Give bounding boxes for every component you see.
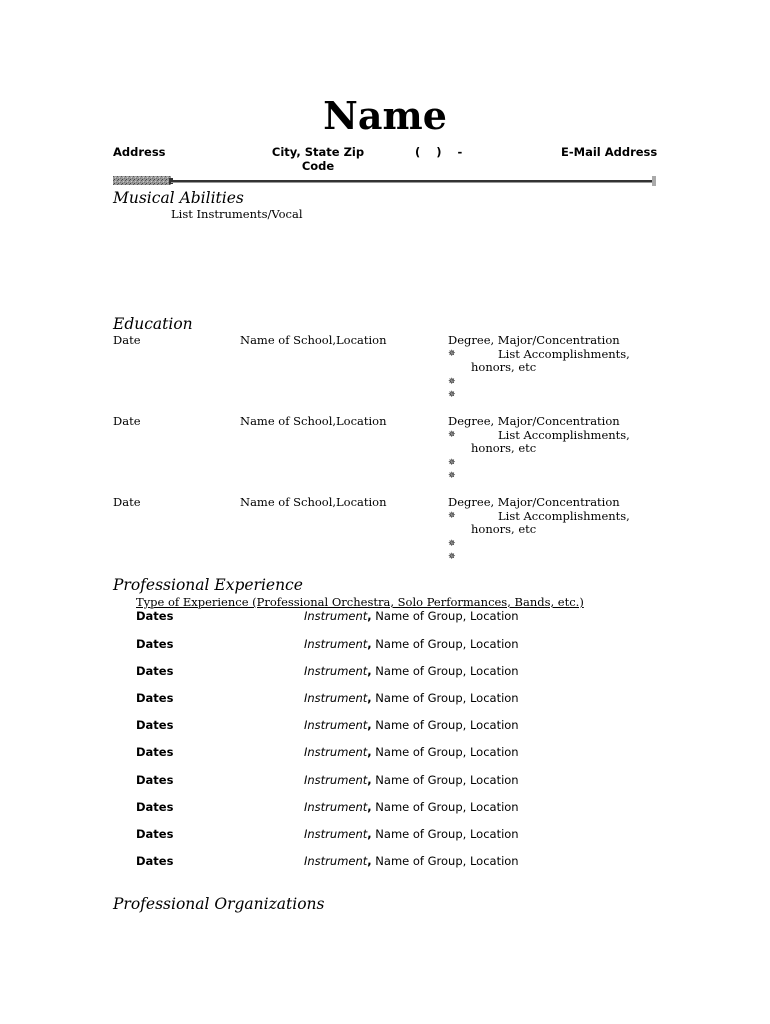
education-date: Date <box>113 333 141 347</box>
education-accomplishments-cont: honors, etc <box>471 441 537 455</box>
bullet-icon: ✵ <box>448 539 456 549</box>
experience-separator: , <box>367 745 372 759</box>
experience-dates: Dates <box>136 800 174 814</box>
education-accomplishments-cont: honors, etc <box>471 360 537 374</box>
experience-instrument: Instrument <box>304 718 368 732</box>
education-accomplishments: List Accomplishments, <box>498 509 630 523</box>
experience-detail: Name of Group, Location <box>371 854 519 868</box>
experience-description <box>304 854 519 868</box>
experience-separator: , <box>367 637 372 651</box>
experience-dates: Dates <box>136 854 174 868</box>
experience-detail: Name of Group, Location <box>371 664 519 678</box>
section-heading-professional-organizations: Professional Organizations <box>113 895 325 913</box>
bullet-icon: ✵ <box>448 349 456 359</box>
experience-detail: Name of Group, Location <box>371 827 519 841</box>
experience-instrument: Instrument <box>304 664 368 678</box>
education-degree: Degree, Major/Concentration <box>448 333 620 347</box>
experience-instrument: Instrument <box>304 827 368 841</box>
experience-description <box>304 718 519 732</box>
experience-dates: Dates <box>136 718 174 732</box>
experience-instrument: Instrument <box>304 691 368 705</box>
education-date: Date <box>113 495 141 509</box>
education-degree: Degree, Major/Concentration <box>448 495 620 509</box>
experience-instrument: Instrument <box>304 609 368 623</box>
experience-instrument: Instrument <box>304 854 368 868</box>
section-heading-education: Education <box>113 315 193 333</box>
experience-detail: Name of Group, Location <box>371 800 519 814</box>
header-divider <box>113 176 657 186</box>
email-address: E-Mail Address <box>561 145 658 159</box>
experience-dates: Dates <box>136 773 174 787</box>
experience-instrument: Instrument <box>304 773 368 787</box>
experience-dates: Dates <box>136 745 174 759</box>
experience-description <box>304 827 519 841</box>
education-date: Date <box>113 414 141 428</box>
experience-detail: Name of Group, Location <box>371 609 519 623</box>
education-school: Name of School,Location <box>240 414 387 428</box>
education-accomplishments: List Accomplishments, <box>498 347 630 361</box>
resume-name: Name <box>323 93 447 138</box>
experience-detail: Name of Group, Location <box>371 745 519 759</box>
experience-dates: Dates <box>136 637 174 651</box>
experience-separator: , <box>367 800 372 814</box>
bullet-icon: ✵ <box>448 390 456 400</box>
experience-description <box>304 609 519 623</box>
experience-description <box>304 691 519 705</box>
experience-detail: Name of Group, Location <box>371 691 519 705</box>
experience-detail: Name of Group, Location <box>371 637 519 651</box>
address: Address <box>113 145 166 159</box>
experience-dates: Dates <box>136 664 174 678</box>
experience-description <box>304 800 519 814</box>
experience-description <box>304 637 519 651</box>
bullet-icon: ✵ <box>448 511 456 521</box>
experience-instrument: Instrument <box>304 800 368 814</box>
experience-description <box>304 745 519 759</box>
experience-dates: Dates <box>136 609 174 623</box>
experience-type-subheading: Type of Experience (Professional Orchestra, Solo Performances, Bands, etc.) <box>136 595 584 609</box>
experience-description <box>304 773 519 787</box>
musical-abilities-item: List Instruments/Vocal <box>171 207 303 221</box>
education-accomplishments: List Accomplishments, <box>498 428 630 442</box>
experience-separator: , <box>367 609 372 623</box>
experience-instrument: Instrument <box>304 745 368 759</box>
experience-separator: , <box>367 773 372 787</box>
experience-detail: Name of Group, Location <box>371 718 519 732</box>
education-degree: Degree, Major/Concentration <box>448 414 620 428</box>
experience-dates: Dates <box>136 827 174 841</box>
phone: ( ) - <box>415 145 463 159</box>
education-school: Name of School,Location <box>240 333 387 347</box>
experience-separator: , <box>367 827 372 841</box>
education-school: Name of School,Location <box>240 495 387 509</box>
experience-detail: Name of Group, Location <box>371 773 519 787</box>
city-state-zip: City, State Zip Code <box>271 145 365 173</box>
experience-separator: , <box>367 854 372 868</box>
experience-separator: , <box>367 664 372 678</box>
experience-dates: Dates <box>136 691 174 705</box>
section-heading-professional-experience: Professional Experience <box>113 576 303 594</box>
bullet-icon: ✵ <box>448 458 456 468</box>
bullet-icon: ✵ <box>448 552 456 562</box>
education-accomplishments-cont: honors, etc <box>471 522 537 536</box>
bullet-icon: ✵ <box>448 377 456 387</box>
bullet-icon: ✵ <box>448 471 456 481</box>
bullet-icon: ✵ <box>448 430 456 440</box>
experience-separator: , <box>367 718 372 732</box>
experience-instrument: Instrument <box>304 637 368 651</box>
experience-separator: , <box>367 691 372 705</box>
experience-description <box>304 664 519 678</box>
section-heading-musical-abilities: Musical Abilities <box>113 189 244 207</box>
